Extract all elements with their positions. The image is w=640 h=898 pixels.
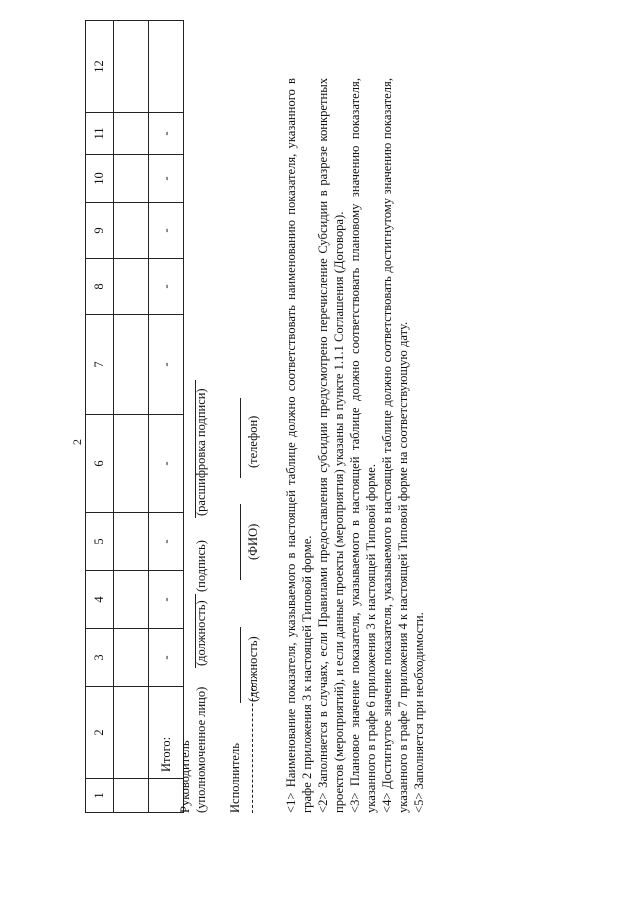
table-cell: [114, 259, 149, 315]
table-header-cell: 6: [86, 415, 114, 513]
executor-fio-line: [240, 504, 241, 580]
head-name-caption: (расшифровка подписи): [194, 388, 208, 516]
table-header-cell: 7: [86, 315, 114, 415]
table-header-cell: 4: [86, 571, 114, 629]
head-label-line1: Руководитель: [178, 740, 192, 813]
footnote-2: <2> Заполняется в случаях, если Правилами предоставления субсидии предусмотрено перечисление Субсидии в разрезе конкретных проектов (мероприятий), и если данные проекты (мероприятия) указаны в пункте 1.1.1 Соглашения (Договора).: [316, 78, 346, 813]
table-header-cell: 3: [86, 629, 114, 687]
table-cell: -: [149, 513, 184, 571]
table-cell: [114, 155, 149, 203]
table-header-cell: 8: [86, 259, 114, 315]
table-cell: [114, 629, 149, 687]
table-header-cell: 10: [86, 155, 114, 203]
table-header-cell: 1: [86, 779, 114, 813]
footnotes: [283, 78, 427, 813]
table-cell: [114, 315, 149, 415]
executor-dash-line: [252, 683, 253, 813]
executor-phone-caption: (телефон): [246, 415, 260, 468]
footnote-4: <4> Достигнутое значение показателя, указываемого в настоящей таблице должно соответствовать достигнутому значению показателя, указанного в графе 7 приложения 4 к настоящей Типовой форме на соответствующую дату.: [380, 78, 410, 813]
table-cell: -: [149, 571, 184, 629]
executor-position-line: [240, 627, 241, 703]
table-cell: [114, 113, 149, 155]
table-cell: [114, 779, 149, 813]
table-cell: [114, 687, 149, 779]
table-header-row: [86, 21, 114, 813]
table-cell: -: [149, 155, 184, 203]
total-label: Итого:: [149, 687, 184, 779]
table-header-cell: 5: [86, 513, 114, 571]
indicators-table: [85, 20, 184, 813]
table-header-cell: 2: [86, 687, 114, 779]
table-cell: [114, 415, 149, 513]
table-cell: -: [149, 415, 184, 513]
head-label-line2: (уполномоченное лицо): [194, 686, 208, 813]
head-signature-caption: (подпись): [194, 540, 208, 592]
table-empty-row: [114, 21, 149, 813]
executor-phone-line: [240, 398, 241, 478]
table-cell: -: [149, 203, 184, 259]
footnote-1: <1> Наименование показателя, указываемого в настоящей таблице должно соответствовать наименованию показателя, указанного в графе 2 приложения 3 к настоящей Типовой форме.: [284, 78, 314, 813]
executor-fio-caption: (ФИО): [246, 523, 260, 560]
table-header-cell: 11: [86, 113, 114, 155]
executor-position-caption: (должность): [246, 636, 260, 702]
footnote-5: <5> Заполняется при необходимости.: [412, 612, 426, 813]
table-header-cell: 9: [86, 203, 114, 259]
footnote-3: <3> Плановое значение показателя, указываемого в настоящей таблице должно соответствовать плановому значению показателя, указанного в графе 6 приложения 3 к настоящей Типовой форме.: [348, 78, 378, 813]
table-cell: -: [149, 113, 184, 155]
table-cell: [149, 21, 184, 113]
table-cell: [114, 571, 149, 629]
table-cell: -: [149, 315, 184, 415]
page-number: 2: [70, 439, 84, 445]
executor-label: Исполнитель: [228, 743, 242, 813]
table-cell: -: [149, 629, 184, 687]
table-cell: [114, 21, 149, 113]
table-header-cell: 12: [86, 21, 114, 113]
table-cell: [114, 513, 149, 571]
head-position-caption: (должность): [194, 600, 208, 666]
table-cell: -: [149, 259, 184, 315]
table-total-row: [149, 21, 184, 813]
table-cell: [114, 203, 149, 259]
